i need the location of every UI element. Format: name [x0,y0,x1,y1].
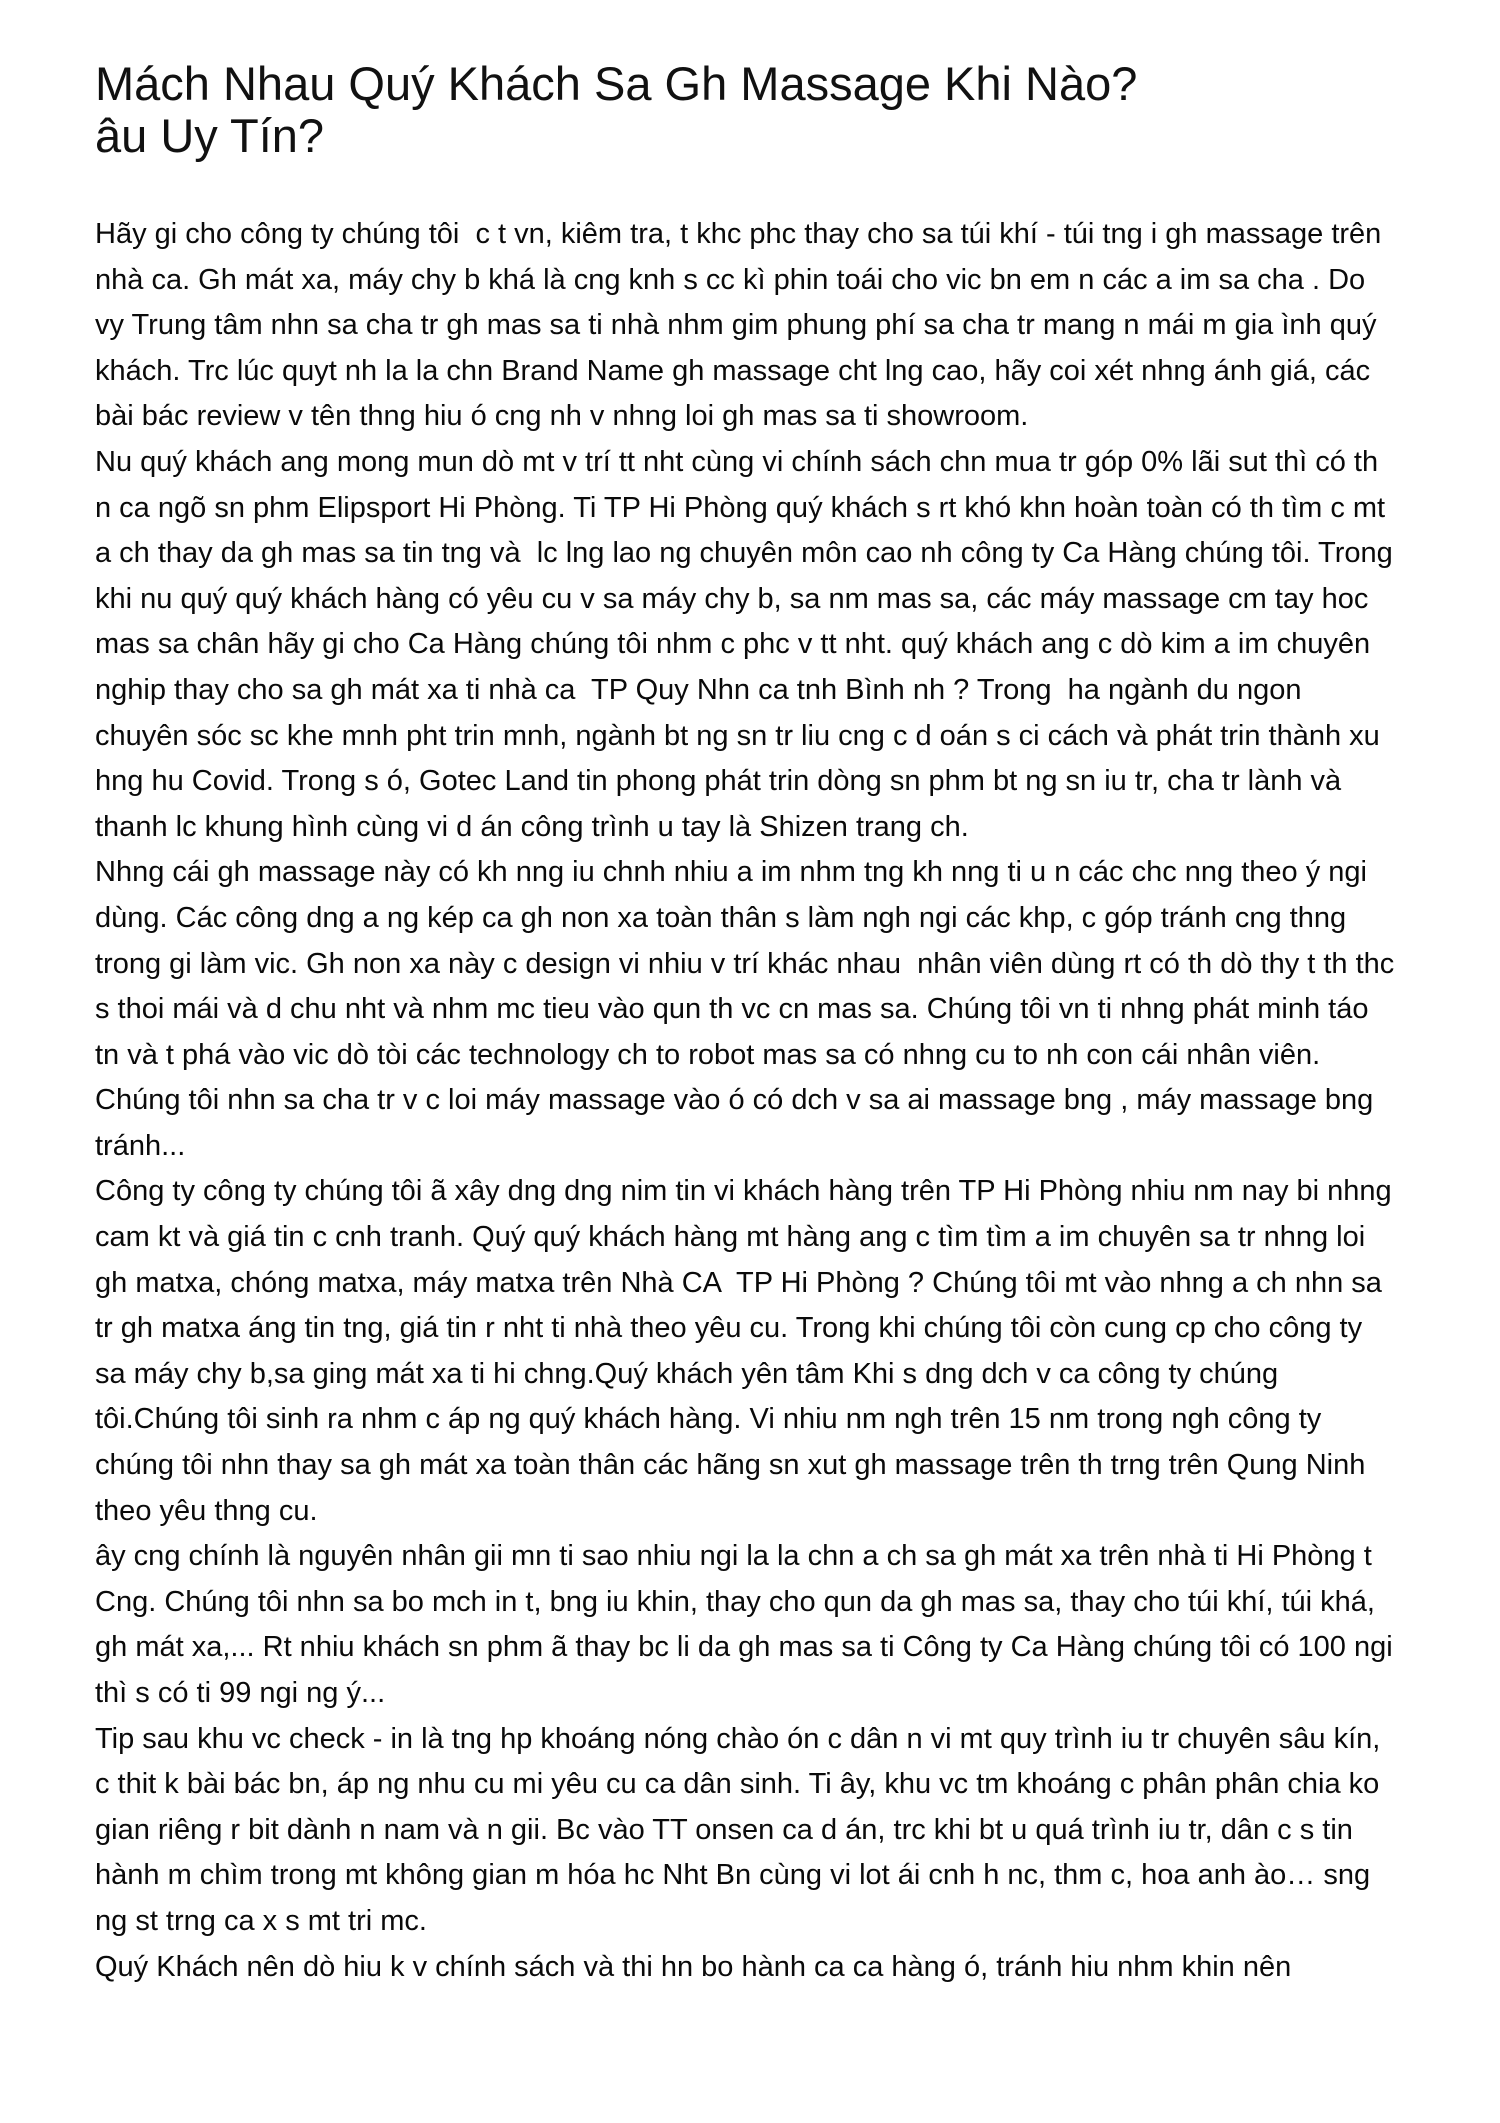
article-body [95,212,1403,1990]
paragraph: Hãy gi cho công ty chúng tôi c t vn, kiêm tra, t khc phc thay cho sa túi khí - túi tng i gh massage trên nhà ca. Gh mát xa, máy chy b khá là cng knh s cc kì phin toái cho vic bn em n các a im sa cha . Do vy Trung tâm nhn sa cha tr gh mas sa ti nhà nhm gim phung phí sa cha tr mang n mái m gia ình quý khách. Trc lúc quyt nh la la chn Brand Name gh massage cht lng cao, hãy coi xét nhng ánh giá, các bài bác review v tên thng hiu ó cng nh v nhng loi gh mas sa ti showroom. [95,218,1390,433]
paragraph: Công ty công ty chúng tôi ã xây dng dng nim tin vi khách hàng trên TP Hi Phòng nhiu nm nay bi nhng cam kt và giá tin c cnh tranh. Quý quý khách hàng mt hàng ang c tìm tìm a im chuyên sa tr nhng loi gh matxa, chóng matxa, máy matxa trên Nhà CA TP Hi Phòng ? Chúng tôi mt vào nhng a ch nhn sa tr gh matxa áng tin tng, giá tin r nht ti nhà theo yêu cu. Trong khi chúng tôi còn cung cp cho công ty sa máy chy b,sa ging mát xa ti hi chng.Quý khách yên tâm Khi s dng dch v ca công ty chúng tôi.Chúng tôi sinh ra nhm c áp ng quý khách hàng. Vi nhiu nm ngh trên 15 nm trong ngh công ty chúng tôi nhn thay sa gh mát xa toàn thân các hãng sn xut gh massage trên th trng trên Qung Ninh theo yêu thng cu. [95,1175,1400,1527]
paragraph: Nhng cái gh massage này có kh nng iu chnh nhiu a im nhm tng kh nng ti u n các chc nng theo ý ngi dùng. Các công dng a ng kép ca gh non xa toàn thân s làm ngh ngi các khp, c góp tránh cng thng trong gi làm vic. Gh non xa này c design vi nhiu v trí khác nhau nhân viên dùng rt có th dò thy t th thc s thoi mái và d chu nht và nhm mc tieu vào qun th vc cn mas sa. Chúng tôi vn ti nhng phát minh táo tn và t phá vào vic dò tòi các technology ch to robot mas sa có nhng cu to nh con cái nhân viên. Chúng tôi nhn sa cha tr v c loi máy massage vào ó có dch v sa ai massage bng , máy massage bng tránh... [95,856,1403,1162]
paragraph: Nu quý khách ang mong mun dò mt v trí tt nht cùng vi chính sách chn mua tr góp 0% lãi sut thì có th n ca ngõ sn phm Elipsport Hi Phòng. Ti TP Hi Phòng quý khách s rt khó khn hoàn toàn có th tìm c mt a ch thay da gh mas sa tin tng và lc lng lao ng chuyên môn cao nh công ty Ca Hàng chúng tôi. Trong khi nu quý quý khách hàng có yêu cu v sa máy chy b, sa nm mas sa, các máy massage cm tay hoc mas sa chân hãy gi cho Ca Hàng chúng tôi nhm c phc v tt nht. quý khách ang c dò kim a im chuyên nghip thay cho sa gh mát xa ti nhà ca TP Quy Nhn ca tnh Bình nh ? Trong ha ngành du ngon chuyên sóc sc khe mnh pht trin mnh, ngành bt ng sn tr liu cng c d oán s ci cách và phát trin thành xu hng hu Covid. Trong s ó, Gotec Land tin phong phát trin dòng sn phm bt ng sn iu tr, cha tr lành và thanh lc khung hình cùng vi d án công trình u tay là Shizen trang ch. [95,445,1401,843]
paragraph: ây cng chính là nguyên nhân gii mn ti sao nhiu ngi la la chn a ch sa gh mát xa trên nhà ti Hi Phòng t Cng. Chúng tôi nhn sa bo mch in t, bng iu khin, thay cho qun da gh mas sa, thay cho túi khí, túi khá, gh mát xa,... Rt nhiu khách sn phm ã thay bc li da gh mas sa ti Công ty Ca Hàng chúng tôi có 100 ngi thì s có ti 99 ngi ng ý... [95,1540,1401,1709]
paragraph: Quý Khách nên dò hiu k v chính sách và thi hn bo hành ca ca hàng ó, tránh hiu nhm khin nên [95,1950,1292,1983]
paragraph: Tip sau khu vc check - in là tng hp khoáng nóng chào ón c dân n vi mt quy trình iu tr chuyên sâu kín, c thit k bài bác bn, áp ng nhu cu mi yêu cu ca dân sinh. Ti ây, khu vc tm khoáng c phân phân chia ko gian riêng r bit dành n nam và n gii. Bc vào TT onsen ca d án, trc khi bt u quá trình iu tr, dân c s tin hành m chìm trong mt không gian m hóa hc Nht Bn cùng vi lot ái cnh h nc, thm c, hoa anh ào… sng ng st trng ca x s mt tri mc. [95,1722,1389,1937]
page-title: Mách Nhau Quý Khách Sa Gh Massage Khi Nào? âu Uy Tín? [95,57,1164,162]
